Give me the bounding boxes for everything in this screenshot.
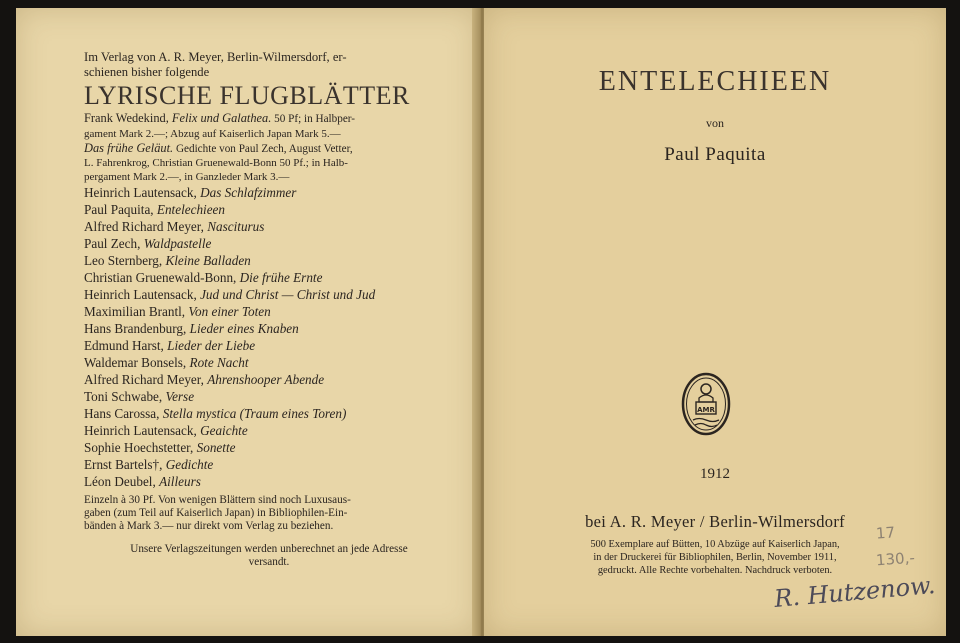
book-author: Paul Paquita xyxy=(664,144,766,165)
list-item: Paul Paquita, Entelechieen xyxy=(84,202,226,218)
pencil-note: 17 xyxy=(875,523,896,543)
publisher-emblem-icon xyxy=(681,372,731,436)
list-item: Hans Carossa, Stella mystica (Traum eines Toren) xyxy=(84,406,347,422)
list-item: Léon Deubel, Ailleurs xyxy=(84,474,201,490)
publication-year: 1912 xyxy=(700,466,730,482)
list-item: Heinrich Lautensack, Das Schlafzimmer xyxy=(84,185,297,201)
emblem-monogram: AMR xyxy=(697,406,715,414)
pencil-price: 130,- xyxy=(875,548,916,570)
list-item: Ernst Bartels†, Gedichte xyxy=(84,457,214,473)
list-item: Maximilian Brantl, Von einer Toten xyxy=(84,304,271,320)
entry-wedekind: Frank Wedekind, Felix und Galathea. 50 Pf; in Halbper- gament Mark 2.—; Abzug auf Kaiserlich Japan Mark 5.— xyxy=(84,111,356,140)
by-label: von xyxy=(706,116,724,130)
handwritten-signature: R. Hutzenow. xyxy=(773,571,937,613)
list-item: Hans Brandenburg, Lieder eines Knaben xyxy=(84,321,299,337)
list-item: Heinrich Lautensack, Geaichte xyxy=(84,423,248,439)
series-title: LYRISCHE FLUGBLÄTTER xyxy=(84,81,410,110)
list-item: Paul Zech, Waldpastelle xyxy=(84,236,212,252)
newsletter-note: Unsere Verlagszeitungen werden unberechnet an jede Adresse versandt. xyxy=(130,543,408,569)
book-title: ENTELECHIEEN xyxy=(598,66,832,97)
entry-list xyxy=(84,184,454,490)
list-item: Heinrich Lautensack, Jud und Christ — Christ und Jud xyxy=(84,287,376,303)
list-item: Waldemar Bonsels, Rote Nacht xyxy=(84,355,249,371)
edition-note: 500 Exemplare auf Bütten, 10 Abzüge auf Kaiserlich Japan, in der Druckerei für Bibliophilen, Berlin, November 1911, gedruckt. Alle Rechte vorbehalten. Nachdruck verboten. xyxy=(590,539,840,576)
list-item: Sophie Hoechstetter, Sonette xyxy=(84,440,236,456)
right-page xyxy=(484,8,946,636)
luxury-edition-note: Einzeln à 30 Pf. Von wenigen Blättern sind noch Luxusaus- gaben (zum Teil auf Kaiserlich Japan) in Bibliophilen-Ein- bänden à Mark 3.— nur direkt vom Verlag zu beziehen. xyxy=(84,494,351,533)
list-item: Edmund Harst, Lieder der Liebe xyxy=(84,338,256,354)
list-item: Alfred Richard Meyer, Ahrenshooper Abende xyxy=(84,372,325,388)
left-page xyxy=(16,8,478,636)
list-item: Toni Schwabe, Verse xyxy=(84,389,195,405)
intro-text: Im Verlag von A. R. Meyer, Berlin-Wilmersdorf, er- schienen bisher folgende xyxy=(84,50,347,79)
publisher-line: bei A. R. Meyer / Berlin-Wilmersdorf xyxy=(585,512,845,531)
entry-fruehe-gelaeut: Das frühe Geläut. Gedichte von Paul Zech, August Vetter, L. Fahrenkrog, Christian Gruenewald-Bonn 50 Pf.; in Halb- pergament Mark 2.—, in Ganzleder Mark 3.— xyxy=(84,140,353,183)
list-item: Christian Gruenewald-Bonn, Die frühe Ernte xyxy=(84,270,323,286)
list-item: Alfred Richard Meyer, Nasciturus xyxy=(84,219,265,235)
left-page-content xyxy=(84,50,454,569)
list-item: Leo Sternberg, Kleine Balladen xyxy=(84,253,251,269)
